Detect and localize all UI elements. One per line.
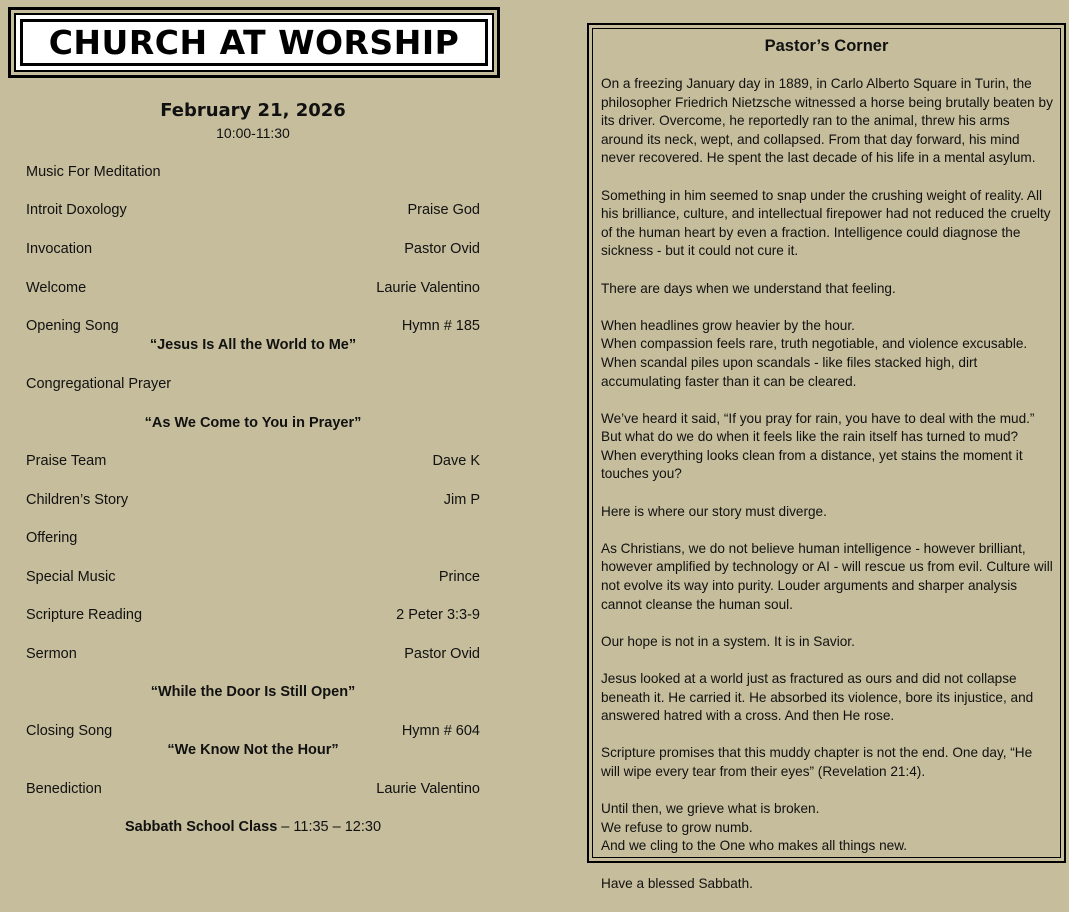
article-line: When compassion feels rare, truth negotiable, and violence excusable. [601, 336, 1028, 352]
article-paragraph [601, 744, 1054, 781]
article-line: We’ve heard it said, “If you pray for rain, you have to deal with the mud.” But what do we do when it feels like the rain itself has turned to mud? When everything looks clean from a distance, yet stains the moment it touches you? [601, 410, 1035, 482]
pastors-corner-title: Pastor’s Corner [764, 37, 889, 55]
title-frame-mid [14, 13, 494, 72]
title-frame-inner [20, 19, 488, 66]
program-item [26, 453, 480, 469]
item-detail: Hymn # 604 [401, 723, 480, 739]
article-line: As Christians, we do not believe human intelligence - however brilliant, however amplified by technology or AI - will rescue us from evil. Culture will not evolve its way into purity. Louder arguments and sharper analysis cannot cleanse the human soul. [601, 540, 1053, 612]
article-paragraph [601, 540, 1054, 614]
opening-song-title: “Jesus Is All the World to Me” [149, 337, 357, 353]
item-label: Invocation [26, 241, 93, 257]
item-label: Sermon [26, 646, 77, 662]
item-label: Closing Song [26, 723, 113, 739]
article-line: Jesus looked at a world just as fractured as ours and did not collapse beneath it. He carried it. He absorbed its violence, bore its injustice, and answered hatred with a cross. And then He rose. [601, 671, 1034, 724]
title-frame [8, 7, 500, 78]
article-paragraph [601, 800, 1054, 856]
item-label: Opening Song [26, 318, 119, 334]
article-paragraph [601, 317, 1054, 391]
article-line: When scandal piles upon scandals - like files stacked high, dirt accumulating faster than it can be cleared. [601, 354, 978, 389]
item-detail: Prince [438, 569, 480, 585]
article-line: And we cling to the One who makes all things new. [601, 838, 908, 854]
article-line: Until then, we grieve what is broken. [601, 801, 820, 817]
item-detail: Praise God [407, 202, 480, 218]
article-line: Our hope is not in a system. It is in Savior. [601, 633, 855, 649]
item-detail: Hymn # 185 [401, 318, 480, 334]
program-item [26, 607, 480, 623]
program-item [26, 646, 480, 662]
item-detail: Pastor Ovid [404, 241, 480, 257]
article-paragraph [601, 187, 1054, 261]
item-label: Welcome [26, 280, 87, 296]
sermon-title: “While the Door Is Still Open” [150, 684, 356, 700]
article-paragraph [601, 670, 1054, 726]
item-detail: Laurie Valentino [376, 781, 480, 797]
service-time: 10:00-11:30 [216, 125, 290, 141]
item-label: Introit Doxology [26, 202, 127, 218]
page-title: CHURCH AT WORSHIP [48, 23, 460, 62]
article-line: On a freezing January day in 1889, in Carlo Alberto Square in Turin, the philosopher Friedrich Nietzsche witnessed a horse being brutally beaten by its driver. Overcome, he reportedly ran to the animal, threw his arms around its neck, wept, and collapsed. From that day forward, his mind never recovered. He spent the last decade of his life in a mental asylum. [601, 76, 1053, 166]
item-detail: Dave K [432, 453, 480, 469]
article-line: Scripture promises that this muddy chapter is not the end. One day, “He will wipe every tear from their eyes” (Revelation 21:4). [601, 745, 1033, 779]
item-label: Praise Team [26, 453, 107, 469]
program-item [26, 723, 480, 739]
sabbath-school-label: Sabbath School Class [124, 819, 278, 835]
article-paragraph [601, 875, 1054, 894]
program-item [26, 376, 480, 392]
item-label: Scripture Reading [26, 607, 143, 623]
program-item [26, 530, 480, 546]
article-line: Something in him seemed to snap under the crushing weight of reality. All his brilliance, culture, and intellectual firepower had not reduced the cruelty of the human heart by even a fraction. Intelligence could diagnose the sickness - but it could not cure it. [601, 187, 1051, 259]
item-detail: 2 Peter 3:3-9 [396, 607, 480, 623]
sabbath-school-line [0, 819, 506, 835]
program-item [26, 492, 480, 508]
item-detail: Laurie Valentino [376, 280, 480, 296]
article-line: We refuse to grow numb. [601, 819, 753, 835]
pastors-corner-frame [587, 23, 1066, 891]
article-paragraph [601, 410, 1054, 484]
article-paragraph [601, 633, 1054, 652]
program-item [26, 318, 480, 334]
article-paragraph [601, 280, 1054, 299]
item-detail: Jim P [443, 492, 480, 508]
program-item [26, 280, 480, 296]
item-detail: Pastor Ovid [404, 646, 480, 662]
article-paragraph [601, 75, 1054, 168]
item-label: Music For Meditation [26, 164, 161, 180]
item-label: Benediction [26, 781, 102, 797]
article-line: Have a blessed Sabbath. [601, 875, 753, 891]
item-label: Special Music [26, 569, 116, 585]
article-line: There are days when we understand that feeling. [601, 280, 896, 296]
item-label: Offering [26, 530, 78, 546]
service-date: February 21, 2026 [160, 100, 346, 121]
program-item [26, 241, 480, 257]
program-item [26, 164, 480, 180]
prayer-title: “As We Come to You in Prayer” [144, 415, 362, 431]
article-paragraph [601, 503, 1054, 522]
article-line: When headlines grow heavier by the hour. [601, 317, 855, 333]
sabbath-school-time: – 11:35 – 12:30 [277, 819, 382, 835]
pastors-corner-body [601, 75, 1054, 912]
program-item [26, 202, 480, 218]
item-label: Congregational Prayer [26, 376, 172, 392]
pastors-corner-inner-frame [592, 28, 1061, 891]
closing-song-title: “We Know Not the Hour” [167, 742, 339, 758]
program-item [26, 569, 480, 585]
item-label: Children’s Story [26, 492, 129, 508]
program-item [26, 781, 480, 797]
article-line: Here is where our story must diverge. [601, 503, 827, 519]
